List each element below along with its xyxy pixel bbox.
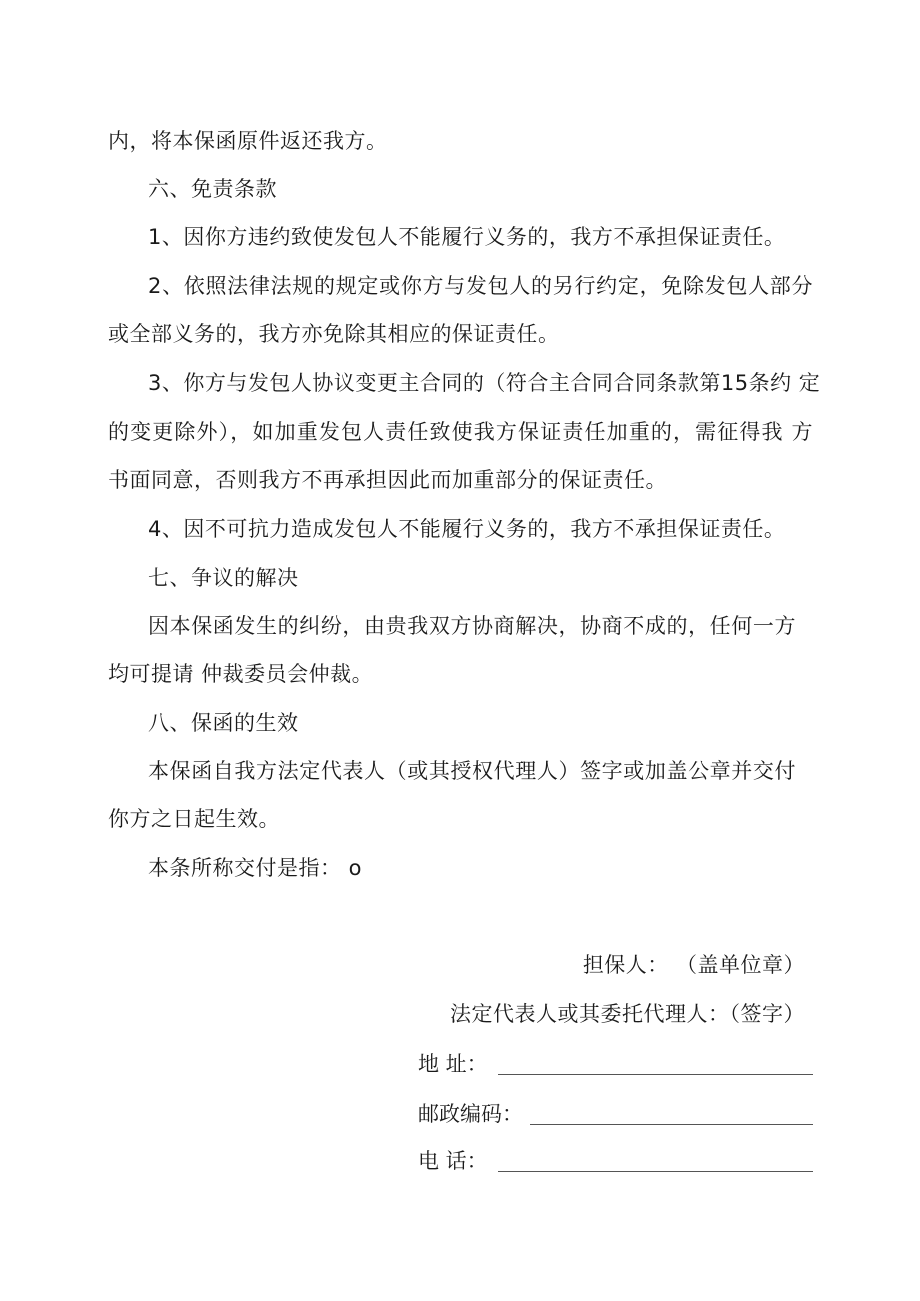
guarantor-seal-line: 担保人： （盖单位章） (582, 953, 805, 977)
clause-3-line-2: 的变更除外），如加重发包人责任致使我方保证责任加重的，需征得我 方 (108, 420, 813, 444)
address-blank-line[interactable] (498, 1074, 813, 1075)
phone-blank-line[interactable] (498, 1171, 813, 1172)
section-heading-dispute: 七、争议的解决 (148, 566, 299, 590)
clause-2-line-2: 或全部义务的，我方亦免除其相应的保证责任。 (108, 322, 560, 346)
clause-1: 1、因你方违约致使发包人不能履行义务的，我方不承担保证责任。 (148, 225, 786, 249)
clause-3-line-3: 书面同意，否则我方不再承担因此而加重部分的保证责任。 (108, 468, 667, 492)
postcode-label: 邮政编码： (418, 1102, 523, 1126)
phone-label: 电 话： (418, 1149, 488, 1173)
legal-representative-signature-line: 法定代表人或其委托代理人：（签字） (450, 1002, 805, 1026)
address-label: 地 址： (418, 1052, 488, 1076)
paragraph-return-original: 内，将本保函原件返还我方。 (108, 129, 388, 153)
effect-line-1: 本保函自我方法定代表人（或其授权代理人）签字或加盖公章并交付 (148, 759, 796, 783)
clause-3-line-1: 3、你方与发包人协议变更主合同的（符合主合同合同条款第15条约 定 (148, 371, 821, 395)
dispute-line-1: 因本保函发生的纠纷，由贵我双方协商解决，协商不成的，任何一方 (148, 614, 796, 638)
section-heading-exemption: 六、免责条款 (148, 177, 277, 201)
section-heading-effect: 八、保函的生效 (148, 711, 299, 735)
clause-2-line-1: 2、依照法律法规的规定或你方与发包人的另行约定，免除发包人部分 (148, 274, 813, 298)
dispute-line-2: 均可提请 仲裁委员会仲裁。 (108, 662, 374, 686)
delivery-definition: 本条所称交付是指： o (148, 856, 363, 880)
effect-line-2: 你方之日起生效。 (108, 807, 280, 831)
postcode-blank-line[interactable] (530, 1124, 813, 1125)
clause-4: 4、因不可抗力造成发包人不能履行义务的，我方不承担保证责任。 (148, 517, 786, 541)
